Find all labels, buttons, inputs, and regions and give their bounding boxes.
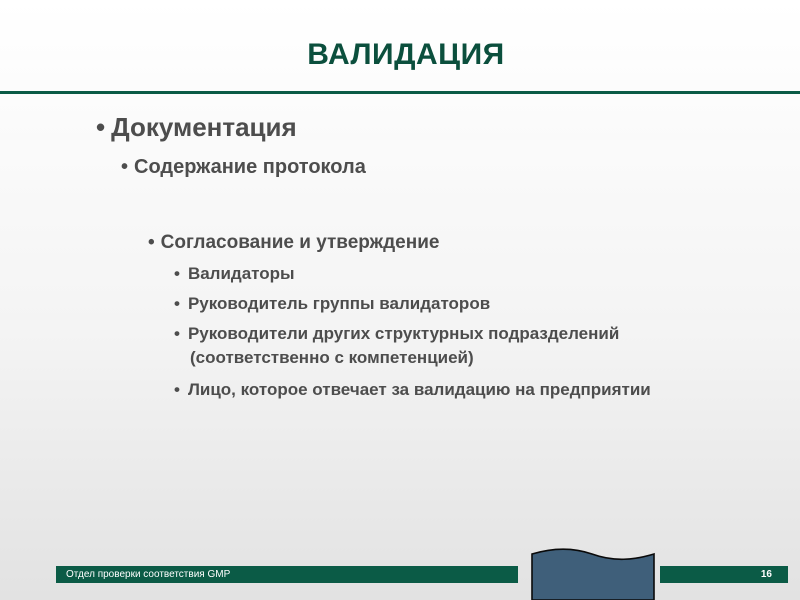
- bullet-other-division-heads: [174, 324, 619, 344]
- bullet-documentation: [96, 112, 297, 143]
- bullet-dot: •: [148, 232, 155, 253]
- bullet-text: Согласование и утверждение: [160, 232, 440, 253]
- bullet-validators: [174, 264, 295, 284]
- bullet-protocol-content: [121, 156, 366, 179]
- bullet-dot: •: [174, 324, 180, 343]
- title-divider: [0, 91, 800, 94]
- bullet-text: Лицо, которое отвечает за валидацию на предприятии: [187, 380, 651, 399]
- bullet-approval: [148, 232, 439, 254]
- bullet-validation-group-head: [174, 294, 490, 314]
- bullet-responsible-person: [174, 380, 651, 400]
- bullet-dot: •: [174, 380, 180, 399]
- flag-shape: [528, 548, 658, 600]
- bullet-dot: •: [174, 264, 180, 283]
- bullet-text: Руководители других структурных подразделений: [187, 324, 620, 343]
- bullet-dot: •: [174, 294, 180, 313]
- footer-department: Отдел проверки соответствия GMP: [66, 569, 231, 580]
- slide-title: ВАЛИДАЦИЯ: [307, 38, 505, 71]
- bullet-text: (соответственно с компетенцией): [190, 348, 474, 367]
- bullet-text: Содержание протокола: [134, 156, 366, 178]
- bullet-text: Документация: [111, 112, 297, 142]
- bullet-dot: •: [121, 156, 129, 178]
- bullet-competence-note: [190, 348, 474, 368]
- bullet-text: Руководитель группы валидаторов: [187, 294, 491, 313]
- bullet-text: Валидаторы: [187, 264, 295, 283]
- bullet-dot: •: [96, 112, 106, 142]
- page-number: 16: [760, 569, 772, 580]
